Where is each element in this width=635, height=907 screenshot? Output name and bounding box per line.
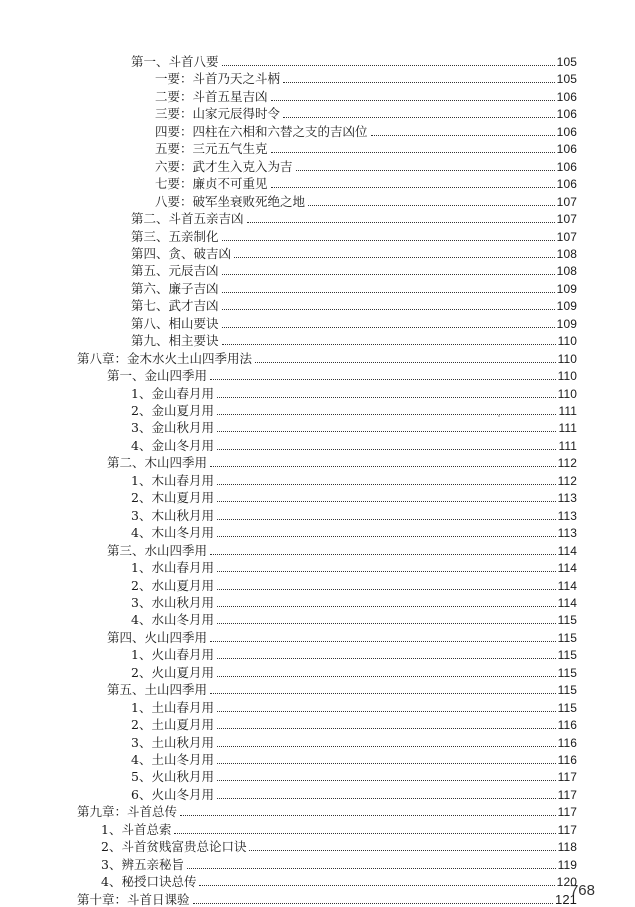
toc-entry [131,487,577,505]
toc-entry [155,173,577,191]
toc-entry-page: 111 [558,438,577,453]
toc-entry-page: 107 [556,212,577,227]
toc-entry-page: 116 [557,753,577,767]
toc-entry [131,749,577,767]
toc-entry [107,627,577,645]
toc-entry [131,784,577,802]
toc-entry [155,156,577,174]
toc-entry-page: 117 [557,770,577,785]
toc-entry-page: 108 [556,264,577,279]
toc-entry-page: 114 [557,595,577,610]
toc-entry-page: 114 [557,561,577,576]
toc-entry [131,732,577,750]
toc-entry-title: 3、土山秋月用 [131,734,214,750]
toc-entry-page: 105 [556,72,577,87]
toc-entry [131,766,577,784]
toc-entry-title: 第八、相山要诀 [131,315,219,331]
toc-entry-page: 107 [556,194,577,209]
toc-entry-title: 第三、五亲制化 [131,228,219,244]
toc-entry-page: 115 [557,665,577,680]
toc-entry-title: 3、金山秋月用 [131,420,214,436]
toc-entry-page: 111 [558,421,577,436]
toc-entry [131,243,577,261]
toc-entry-page: 115 [557,683,577,698]
toc-entry [107,679,577,697]
toc-leader-dots [371,134,555,136]
toc-leader-dots [283,81,555,83]
toc-entry-page: 106 [556,89,577,104]
toc-leader-dots [247,221,555,223]
toc-entry [77,889,577,907]
toc-leader-dots [217,396,556,398]
toc-leader-dots [180,814,556,816]
toc-entry-title: 2、土山夏月用 [131,717,214,733]
toc-entry-title: 八要：破军坐衰败死绝之地 [155,193,306,209]
toc-entry-page: 118 [557,840,577,855]
toc-entry [131,330,577,348]
toc-entry-page: 115 [557,700,577,715]
toc-leader-dots [271,151,555,153]
toc-entry [131,505,577,523]
toc-entry-title: 3、水山秋月用 [131,594,214,610]
toc-entry [131,470,577,488]
toc-entry-page: 117 [557,822,577,837]
toc-entry-page: 106 [556,107,577,122]
toc-entry-title: 第二、斗首五亲吉凶 [131,211,244,227]
toc-entry [131,662,577,680]
toc-entry [131,435,577,453]
toc-entry-title: 2、火山夏月用 [131,664,214,680]
toc-entry [101,871,577,889]
toc-entry [131,51,577,69]
toc-entry-title: 1、金山春月用 [131,385,214,401]
toc-leader-dots [217,535,556,537]
toc-leader-dots [283,116,555,118]
toc-entry-title: 第五、土山四季用 [107,682,208,698]
toc-leader-dots [193,902,553,904]
toc-entry-title: 4、土山冬月用 [131,752,214,767]
toc-entry-page: 110 [557,386,577,401]
toc-entry-title: 3、木山秋月用 [131,507,214,523]
toc-entry-title: 1、火山春月用 [131,647,214,663]
toc-entry-page: 112 [557,473,577,488]
toc-entry-page: 119 [557,857,577,872]
toc-entry [131,383,577,401]
toc-entry-page: 113 [557,508,577,523]
toc-entry-title: 第九章：斗首总传 [77,804,178,820]
toc-entry-page: 106 [556,124,577,139]
toc-entry-title: 4、水山冬月用 [131,612,214,628]
toc-leader-dots [210,640,556,642]
toc-entry [101,819,577,837]
toc-entry-page: 116 [557,718,577,733]
toc-entry [77,801,577,819]
toc-leader-dots [308,204,555,206]
toc-leader-dots [174,832,555,834]
toc-entry-title: 4、秘授口诀总传 [101,874,197,890]
toc-leader-dots [217,448,556,450]
toc-entry [155,138,577,156]
toc-entry-title: 2、斗首贫贱富贵总论口诀 [101,839,247,855]
toc-entry-page: 121 [555,891,577,907]
toc-entry [131,592,577,610]
toc-entry-page: 113 [557,526,577,541]
toc-leader-dots [217,779,556,781]
toc-leader-dots [217,657,556,659]
toc-entry-title: 2、金山夏月用 [131,403,214,418]
toc-entry [131,522,577,540]
toc-entry-page: 120 [556,875,577,890]
toc-entry-page: 109 [556,316,577,331]
toc-entry-page: 115 [557,630,577,645]
toc-entry [131,400,577,418]
toc-entry [131,714,577,732]
toc-leader-dots [217,588,556,590]
toc-leader-dots [217,605,556,607]
toc-entry-page: 110 [557,334,577,349]
toc-entry-page: 109 [556,281,577,296]
scan-speck [498,415,500,417]
toc-entry [155,191,577,209]
toc-leader-dots [222,64,555,66]
toc-entry-title: 1、斗首总索 [101,821,172,837]
toc-entry [131,208,577,226]
toc-leader-dots [187,867,556,869]
toc-entry-title: 6、火山冬月用 [131,786,214,802]
toc-entry-page: 112 [557,456,577,471]
toc-leader-dots [222,343,556,345]
toc-entry-title: 一要：斗首乃天之斗柄 [155,71,281,87]
toc-entry-title: 2、水山夏月用 [131,577,214,593]
toc-leader-dots [217,483,556,485]
toc-entry [131,557,577,575]
toc-entry-page: 108 [556,246,577,261]
toc-leader-dots [217,762,556,764]
toc-leader-dots [249,849,555,851]
toc-leader-dots [255,361,556,363]
toc-entry [131,417,577,435]
toc-entry-title: 三要：山家元辰得时令 [155,106,281,122]
toc-entry-page: 110 [557,369,577,384]
toc-leader-dots [222,273,555,275]
toc-entry-page: 106 [556,177,577,192]
toc-entry [131,313,577,331]
toc-entry-title: 第四、火山四季用 [107,629,208,645]
toc-entry-page: 106 [556,142,577,157]
toc-entry-title: 五要：三元五气生克 [155,141,268,157]
toc-entry-page: 109 [556,299,577,314]
toc-entry-page: 117 [557,787,577,802]
toc-leader-dots [222,308,555,310]
toc-leader-dots [217,745,556,747]
toc-entry [131,644,577,662]
toc-entry [101,836,577,854]
toc-entry [107,365,577,383]
toc-entry [131,697,577,715]
toc-leader-dots [217,413,556,415]
toc-leader-dots [199,884,554,886]
toc-leader-dots [217,518,556,520]
toc-entry [155,103,577,121]
toc-entry-title: 第十章：斗首日课验 [77,891,190,907]
toc-entry [155,86,577,104]
toc-entry-title: 第七、武才吉凶 [131,298,219,314]
toc-entry-title: 第八章：金木水火土山四季用法 [77,350,253,366]
toc-entry [107,540,577,558]
toc-leader-dots [271,186,555,188]
toc-entry-title: 1、土山春月用 [131,699,214,715]
toc-entry-title: 3、辨五亲秘旨 [101,856,184,872]
toc-entry-page: 111 [558,404,577,418]
page-number: 768 [569,882,595,899]
toc-leader-dots [222,239,555,241]
toc-entry [131,609,577,627]
toc-entry [155,121,577,139]
toc-entry [107,452,577,470]
toc-entry-page: 117 [557,805,577,820]
toc-leader-dots [217,675,556,677]
toc-entry-title: 4、木山冬月用 [131,525,214,541]
toc-entry-page: 114 [557,543,577,558]
toc-leader-dots [222,291,555,293]
toc-entry-title: 1、木山春月用 [131,472,214,488]
toc-entry [131,260,577,278]
toc-entry-title: 四要：四柱在六相和六替之支的吉凶位 [155,123,368,139]
toc-leader-dots [210,692,556,694]
toc-leader-dots [210,553,556,555]
toc-entry [155,68,577,86]
toc-entry-page: 115 [557,648,577,663]
toc-entry-title: 5、火山秋月用 [131,769,214,785]
toc-entry-page: 114 [557,578,577,593]
toc-leader-dots [222,326,555,328]
toc-entry-title: 七要：廉贞不可重见 [155,176,268,192]
toc-entry-page: 106 [556,159,577,174]
toc-entry [131,226,577,244]
toc-leader-dots [217,797,556,799]
toc-entry [131,575,577,593]
toc-leader-dots [217,570,556,572]
toc-leader-dots [217,430,556,432]
toc-entry [77,348,577,366]
toc-entry-title: 第九、相主要诀 [131,333,219,349]
toc-entry-page: 115 [557,613,577,628]
toc-entry-title: 第六、廉子吉凶 [131,280,219,296]
toc-entry-title: 第五、元辰吉凶 [131,263,219,279]
toc-entry-title: 二要：斗首五星吉凶 [155,88,268,104]
toc-entry-title: 第一、斗首八要 [131,54,219,69]
toc-entry-page: 110 [557,351,577,366]
toc-leader-dots [271,99,555,101]
toc-entry-title: 第三、水山四季用 [107,542,208,558]
toc-entry [131,295,577,313]
toc-leader-dots [210,378,556,380]
toc-entry-title: 第四、贪、破吉凶 [131,245,232,261]
toc-leader-dots [217,622,556,624]
toc-entry [131,278,577,296]
toc-entry [101,854,577,872]
toc-entry-page: 116 [557,735,577,750]
toc-leader-dots [217,500,556,502]
toc-leader-dots [296,169,555,171]
toc-entry-title: 第一、金山四季用 [107,368,208,384]
toc-entry-page: 105 [556,55,577,69]
toc-entry-title: 第二、木山四季用 [107,455,208,471]
toc-entry-title: 六要：武才生入克入为吉 [155,158,293,174]
toc-leader-dots [217,727,556,729]
toc-entry-page: 107 [556,229,577,244]
toc-entry-title: 4、金山冬月用 [131,437,214,453]
toc-leader-dots [234,256,555,258]
toc-entry-title: 2、木山夏月用 [131,490,214,506]
toc-entry-title: 1、水山春月用 [131,560,214,576]
toc-entry-page: 113 [557,491,577,506]
toc-leader-dots [217,710,556,712]
toc-leader-dots [210,465,556,467]
